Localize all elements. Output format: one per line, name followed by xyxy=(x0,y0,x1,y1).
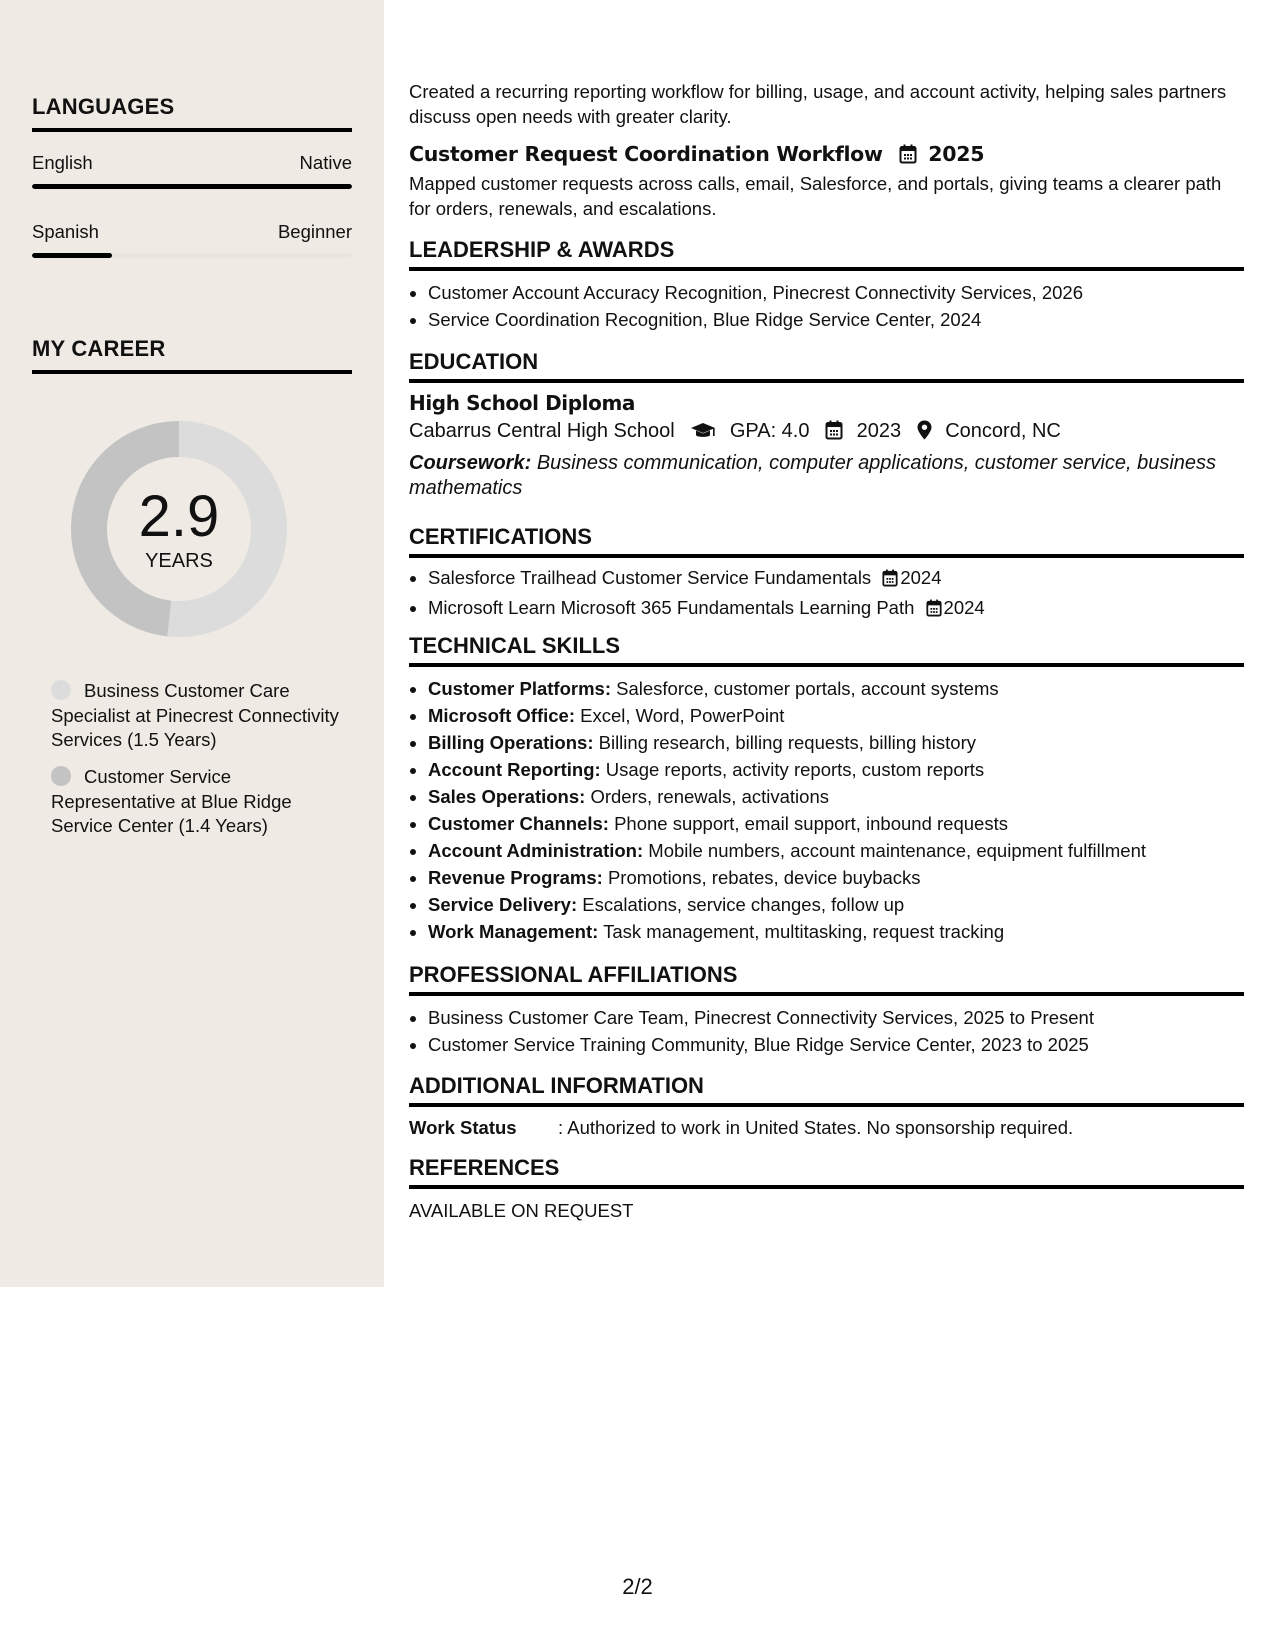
leadership-list xyxy=(409,279,1244,333)
education-heading: EDUCATION xyxy=(409,349,1244,383)
career-legend-label: Business Customer Care Specialist at Pinecrest Connectivity Services (1.5 Years) xyxy=(51,680,339,750)
skill-value: Salesforce, customer portals, account systems xyxy=(616,678,999,699)
skill-label: Work Management: xyxy=(428,921,599,942)
skill-value: Orders, renewals, activations xyxy=(590,786,829,807)
leadership-heading: LEADERSHIP & AWARDS xyxy=(409,237,1244,271)
list-item xyxy=(428,837,1244,864)
career-total-value: 2.9 xyxy=(138,484,220,549)
project-year: 2025 xyxy=(928,142,985,166)
list-item xyxy=(428,756,1244,783)
list-item xyxy=(428,783,1244,810)
map-pin-icon xyxy=(917,420,932,446)
project-intro-text: Created a recurring reporting workflow for billing, usage, and account activity, helping sales partners discuss open needs with greater clarity. xyxy=(409,81,1227,127)
list-item: • Business Customer Care Team, Pinecrest Connectivity Services, 2025 to Present xyxy=(428,1004,1244,1031)
skill-label: Revenue Programs: xyxy=(428,867,603,888)
education-meta-row xyxy=(409,420,1061,446)
education-coursework xyxy=(409,451,1239,501)
career-total-unit: YEARS xyxy=(145,550,213,572)
affiliations-list xyxy=(409,1004,1244,1058)
education-location: Concord, NC xyxy=(945,420,1061,442)
page-number: 2/2 xyxy=(622,1574,653,1599)
career-legend-label: Customer Service Representative at Blue Ridge Service Center (1.4 Years) xyxy=(51,766,292,836)
project-title: Customer Request Coordination Workflow xyxy=(409,142,883,166)
career-legend-item xyxy=(51,679,341,753)
certifications-heading: CERTIFICATIONS xyxy=(409,524,1244,558)
list-item xyxy=(428,675,1244,702)
skills-list xyxy=(409,675,1244,945)
skill-value: Usage reports, activity reports, custom reports xyxy=(605,759,985,780)
calendar-icon xyxy=(825,420,843,446)
list-item xyxy=(428,810,1244,837)
languages-heading: LANGUAGES xyxy=(32,94,352,132)
education-gpa: GPA: 4.0 xyxy=(729,420,810,442)
references-text: AVAILABLE ON REQUEST xyxy=(409,1200,634,1221)
skill-value: Promotions, rebates, device buybacks xyxy=(607,867,921,888)
skill-label: Service Delivery: xyxy=(428,894,578,915)
career-legend-item xyxy=(51,765,341,839)
certification-name: Microsoft Learn Microsoft 365 Fundamentals Learning Path xyxy=(428,597,915,618)
list-item xyxy=(428,564,1244,594)
coursework-text: Business communication, computer applications, customer service, business mathematics xyxy=(409,452,1217,499)
skill-value: Escalations, service changes, follow up xyxy=(582,894,905,915)
legend-dot-icon xyxy=(51,680,71,700)
skill-label: Account Administration: xyxy=(428,840,644,861)
skill-value: Task management, multitasking, request tracking xyxy=(603,921,1005,942)
language-name: English xyxy=(32,152,93,173)
education-school: Cabarrus Central High School xyxy=(409,420,675,442)
career-donut-chart xyxy=(66,416,292,642)
legend-dot-icon xyxy=(51,766,71,786)
career-heading: MY CAREER xyxy=(32,336,352,374)
certification-year: 2024 xyxy=(900,567,942,588)
list-item: • Customer Account Accuracy Recognition, Pinecrest Connectivity Services, 2026 xyxy=(428,279,1244,306)
language-level: Beginner xyxy=(277,221,352,242)
project-title-row xyxy=(409,142,984,169)
graduation-cap-icon xyxy=(690,422,716,446)
skill-value: Mobile numbers, account maintenance, equipment fulfillment xyxy=(648,840,1147,861)
work-status-label: Work Status xyxy=(409,1117,517,1138)
list-item xyxy=(428,891,1244,918)
skill-value: Excel, Word, PowerPoint xyxy=(580,705,785,726)
affiliations-heading: PROFESSIONAL AFFILIATIONS xyxy=(409,962,1244,996)
skill-label: Customer Platforms: xyxy=(428,678,611,699)
calendar-icon xyxy=(926,597,942,624)
work-status-value: : Authorized to work in United States. No sponsorship required. xyxy=(558,1117,1074,1138)
calendar-icon xyxy=(899,144,917,169)
list-item xyxy=(428,594,1244,624)
certification-year: 2024 xyxy=(943,597,985,618)
list-item xyxy=(428,702,1244,729)
language-proficiency-fill xyxy=(32,184,352,189)
skill-value: Phone support, email support, inbound requests xyxy=(614,813,1008,834)
list-item: • Customer Service Training Community, Blue Ridge Service Center, 2023 to 2025 xyxy=(428,1031,1244,1058)
coursework-label: Coursework: xyxy=(409,452,532,474)
skill-label: Microsoft Office: xyxy=(428,705,575,726)
calendar-icon xyxy=(882,567,898,594)
skill-value: Billing research, billing requests, billing history xyxy=(598,732,976,753)
certification-name: Salesforce Trailhead Customer Service Fundamentals xyxy=(428,567,872,588)
list-item xyxy=(428,729,1244,756)
skills-heading: TECHNICAL SKILLS xyxy=(409,633,1244,667)
skill-label: Account Reporting: xyxy=(428,759,601,780)
skill-label: Customer Channels: xyxy=(428,813,609,834)
list-item xyxy=(428,864,1244,891)
language-level: Native xyxy=(299,152,352,173)
language-name: Spanish xyxy=(32,221,99,242)
list-item: • Service Coordination Recognition, Blue Ridge Service Center, 2024 xyxy=(428,306,1244,333)
language-proficiency-fill xyxy=(32,253,112,258)
sidebar xyxy=(0,0,384,1287)
certifications-list xyxy=(409,564,1244,624)
skill-label: Sales Operations: xyxy=(428,786,586,807)
project-description: Mapped customer requests across calls, email, Salesforce, and portals, giving teams a clearer path for orders, renewals, and escalations. xyxy=(409,173,1222,219)
additional-info-heading: ADDITIONAL INFORMATION xyxy=(409,1073,1244,1107)
list-item xyxy=(428,918,1244,945)
skill-label: Billing Operations: xyxy=(428,732,594,753)
education-degree: High School Diploma xyxy=(409,391,636,415)
education-year: 2023 xyxy=(856,420,902,442)
language-proficiency-bar xyxy=(32,184,352,189)
language-proficiency-bar xyxy=(32,253,352,258)
references-heading: REFERENCES xyxy=(409,1155,1244,1189)
